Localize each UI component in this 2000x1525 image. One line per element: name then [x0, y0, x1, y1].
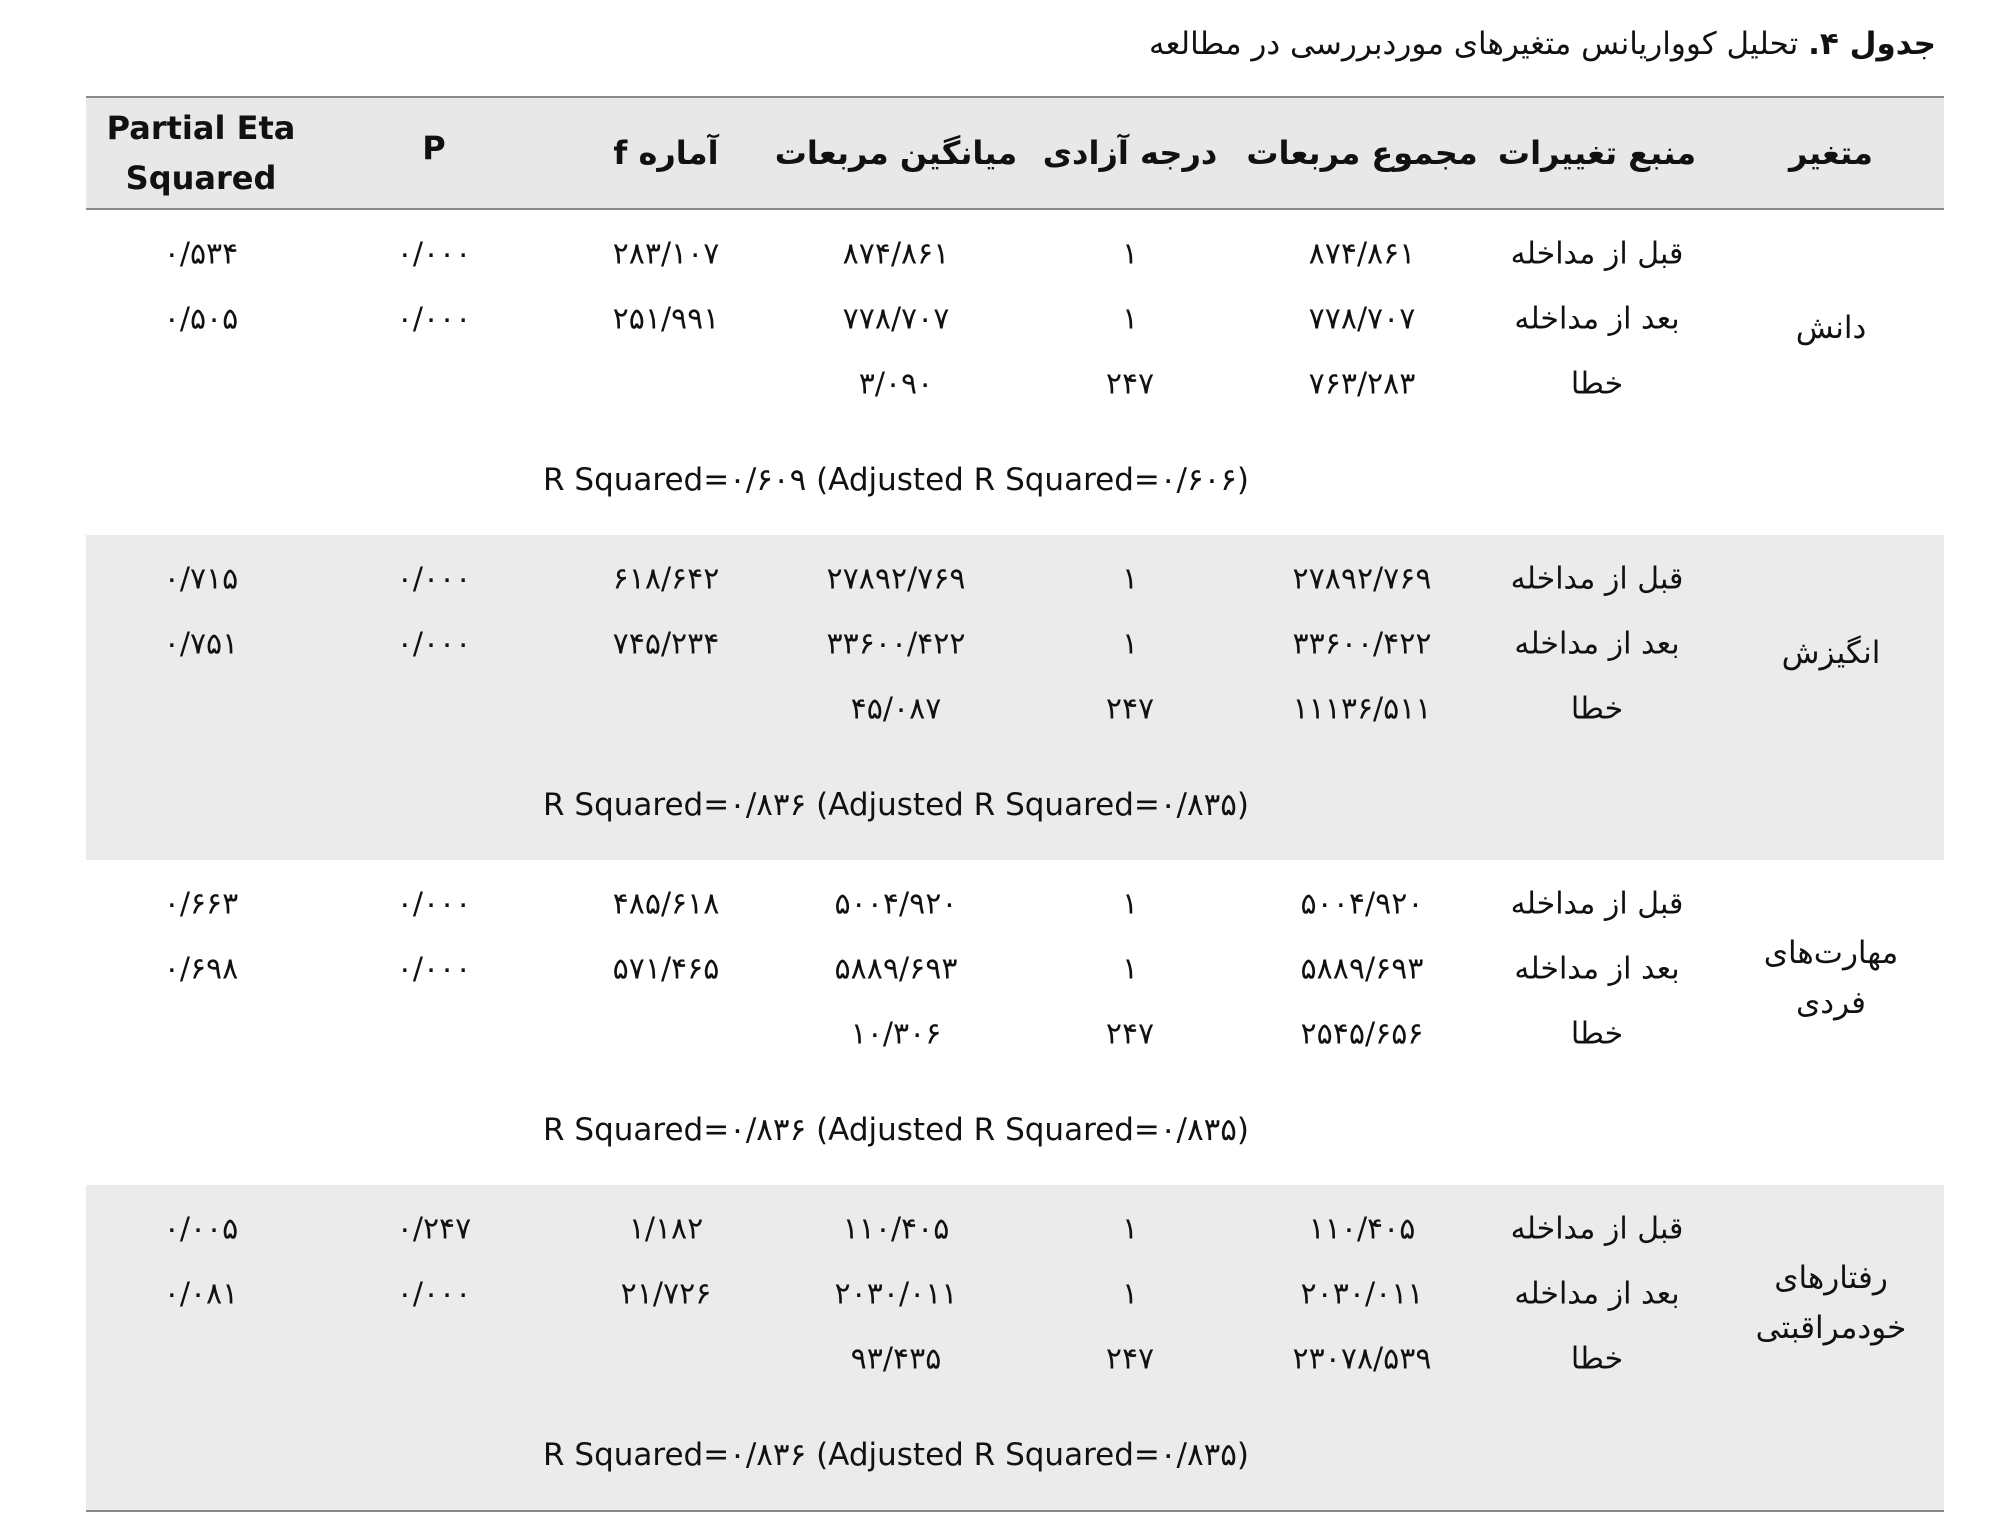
- cell-df: ۱: [1121, 951, 1139, 987]
- cell-partial-eta: ۰/۵۳۴: [163, 236, 239, 272]
- header-f-stat: آماره f: [613, 134, 719, 172]
- cell-partial-eta: ۰/۶۶۳: [163, 886, 239, 922]
- cell-mean-square: ۳۳۶۰۰/۴۲۲: [826, 626, 966, 662]
- cell-source: خطا: [1570, 366, 1624, 402]
- cell-partial-eta: ۰/۷۵۱: [163, 626, 239, 662]
- cell-mean-square: ۴۵/۰۸۷: [850, 691, 942, 727]
- cell-sum-squares: ۱۱۰/۴۰۵: [1308, 1211, 1416, 1247]
- cell-source: بعد از مداخله: [1514, 626, 1680, 662]
- cell-source: قبل از مداخله: [1510, 561, 1684, 597]
- cell-mean-square: ۳/۰۹۰: [858, 366, 934, 402]
- cell-p: ۰/۰۰۰: [396, 1276, 472, 1312]
- cell-p: ۰/۰۰۰: [396, 561, 472, 597]
- r-squared-note: R Squared=۰/۶۰۹ (Adjusted R Squared=۰/۶۰۶): [542, 462, 1250, 498]
- header-eta-line2: Squared: [125, 159, 277, 197]
- cell-sum-squares: ۵۰۰۴/۹۲۰: [1300, 886, 1424, 922]
- cell-sum-squares: ۷۶۳/۲۸۳: [1308, 366, 1416, 402]
- table-header: [86, 96, 1944, 210]
- cell-p: ۰/۰۰۰: [396, 886, 472, 922]
- cell-f-stat: ۲۸۳/۱۰۷: [612, 236, 720, 272]
- cell-partial-eta: ۰/۰۰۵: [163, 1211, 239, 1247]
- cell-source: قبل از مداخله: [1510, 1211, 1684, 1247]
- header-eta-line1: Partial Eta: [106, 109, 296, 147]
- cell-sum-squares: ۱۱۱۳۶/۵۱۱: [1292, 691, 1432, 727]
- cell-partial-eta: ۰/۶۹۸: [163, 951, 239, 987]
- cell-mean-square: ۱۱۰/۴۰۵: [842, 1211, 950, 1247]
- header-sum-squares: مجموع مربعات: [1246, 134, 1478, 172]
- cell-sum-squares: ۲۰۳۰/۰۱۱: [1300, 1276, 1424, 1312]
- cell-sum-squares: ۵۸۸۹/۶۹۳: [1300, 951, 1424, 987]
- cell-sum-squares: ۳۳۶۰۰/۴۲۲: [1292, 626, 1432, 662]
- cell-df: ۲۴۷: [1105, 1341, 1155, 1377]
- cell-mean-square: ۵۰۰۴/۹۲۰: [834, 886, 958, 922]
- cell-df: ۲۴۷: [1105, 1016, 1155, 1052]
- cell-p: ۰/۰۰۰: [396, 301, 472, 337]
- r-squared-note: R Squared=۰/۸۳۶ (Adjusted R Squared=۰/۸۳۵): [542, 1112, 1250, 1148]
- variable-name: دانش: [1795, 310, 1867, 346]
- cell-source: بعد از مداخله: [1514, 1276, 1680, 1312]
- cell-p: ۰/۰۰۰: [396, 236, 472, 272]
- cell-sum-squares: ۷۷۸/۷۰۷: [1308, 301, 1416, 337]
- cell-mean-square: ۲۷۸۹۲/۷۶۹: [826, 561, 966, 597]
- header-partial-eta: [107, 103, 296, 203]
- cell-f-stat: ۴۸۵/۶۱۸: [612, 886, 720, 922]
- cell-df: ۱: [1121, 626, 1139, 662]
- variable-group: [86, 860, 1944, 1185]
- r-squared-note: R Squared=۰/۸۳۶ (Adjusted R Squared=۰/۸۳۵): [542, 1437, 1250, 1473]
- header-mean-square: میانگین مربعات: [774, 134, 1018, 172]
- cell-source: قبل از مداخله: [1510, 236, 1684, 272]
- variable-group: [86, 1185, 1944, 1512]
- cell-df: ۱: [1121, 236, 1139, 272]
- cell-p: ۰/۰۰۰: [396, 951, 472, 987]
- cell-f-stat: ۲۱/۷۲۶: [620, 1276, 712, 1312]
- cell-mean-square: ۵۸۸۹/۶۹۳: [834, 951, 958, 987]
- variable-name: انگیزش: [1781, 635, 1881, 671]
- cell-p: ۰/۰۰۰: [396, 626, 472, 662]
- cell-mean-square: ۱۰/۳۰۶: [850, 1016, 942, 1052]
- cell-df: ۲۴۷: [1105, 691, 1155, 727]
- cell-source: بعد از مداخله: [1514, 301, 1680, 337]
- cell-df: ۱: [1121, 886, 1139, 922]
- cell-mean-square: ۲۰۳۰/۰۱۱: [834, 1276, 958, 1312]
- cell-source: خطا: [1570, 691, 1624, 727]
- cell-source: خطا: [1570, 1016, 1624, 1052]
- cell-df: ۱: [1121, 301, 1139, 337]
- cell-f-stat: ۷۴۵/۲۳۴: [612, 626, 720, 662]
- cell-sum-squares: ۲۳۰۷۸/۵۳۹: [1292, 1341, 1432, 1377]
- cell-mean-square: ۷۷۸/۷۰۷: [842, 301, 950, 337]
- cell-p: ۰/۲۴۷: [396, 1211, 472, 1247]
- cell-sum-squares: ۲۵۴۵/۶۵۶: [1300, 1016, 1424, 1052]
- header-source: منبع تغییرات: [1497, 134, 1697, 172]
- variable-name: مهارت‌های فردی: [1763, 935, 1899, 1021]
- cell-partial-eta: ۰/۵۰۵: [163, 301, 239, 337]
- caption-label: جدول ۴.: [1808, 26, 1936, 62]
- header-df: درجه آزادی: [1042, 134, 1218, 172]
- cell-source: خطا: [1570, 1341, 1624, 1377]
- cell-df: ۲۴۷: [1105, 366, 1155, 402]
- cell-mean-square: ۹۳/۴۳۵: [850, 1341, 942, 1377]
- r-squared-note: R Squared=۰/۸۳۶ (Adjusted R Squared=۰/۸۳۵): [542, 787, 1250, 823]
- cell-source: بعد از مداخله: [1514, 951, 1680, 987]
- variable-group: [86, 210, 1944, 535]
- variable-name: رفتارهای خودمراقبتی: [1755, 1260, 1907, 1346]
- header-variable: متغیر: [1789, 134, 1873, 172]
- header-p: P: [422, 129, 446, 167]
- ancova-table: [86, 96, 1944, 1512]
- variable-group: [86, 535, 1944, 860]
- cell-f-stat: ۲۵۱/۹۹۱: [612, 301, 720, 337]
- caption-text: تحلیل کوواریانس متغیرهای موردبررسی در مطالعه: [1149, 26, 1799, 62]
- cell-sum-squares: ۸۷۴/۸۶۱: [1308, 236, 1416, 272]
- cell-sum-squares: ۲۷۸۹۲/۷۶۹: [1292, 561, 1432, 597]
- cell-f-stat: ۶۱۸/۶۴۲: [612, 561, 720, 597]
- cell-df: ۱: [1121, 1276, 1139, 1312]
- cell-df: ۱: [1121, 561, 1139, 597]
- table-caption: [1149, 26, 1936, 62]
- cell-f-stat: ۱/۱۸۲: [628, 1211, 704, 1247]
- cell-partial-eta: ۰/۷۱۵: [163, 561, 239, 597]
- cell-df: ۱: [1121, 1211, 1139, 1247]
- cell-source: قبل از مداخله: [1510, 886, 1684, 922]
- cell-f-stat: ۵۷۱/۴۶۵: [612, 951, 720, 987]
- cell-mean-square: ۸۷۴/۸۶۱: [842, 236, 950, 272]
- cell-partial-eta: ۰/۰۸۱: [163, 1276, 239, 1312]
